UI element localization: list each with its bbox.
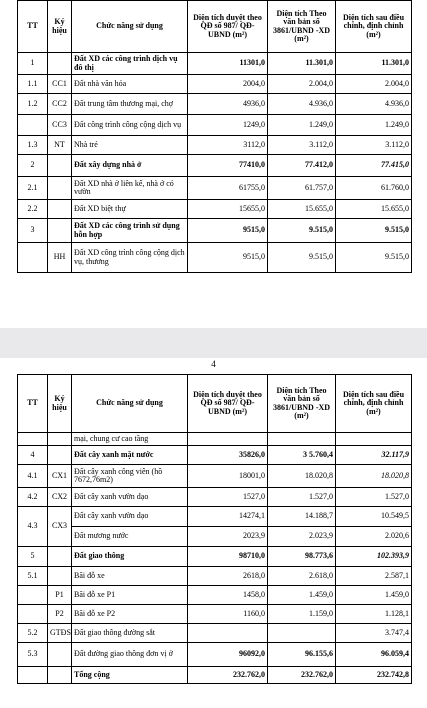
cell-chuc-nang: Bãi đỗ xe P2 xyxy=(72,605,188,624)
cell-dt-sau: 96.059,4 xyxy=(336,643,412,667)
cell-dt-sau: 1.527,0 xyxy=(336,488,412,507)
cell-dt-sau: 4.936,0 xyxy=(336,94,412,115)
table-row xyxy=(18,643,412,667)
cell-chuc-nang: Đất cây xanh mặt nước xyxy=(72,446,188,465)
cell-dt-duyet: 1160,0 xyxy=(188,605,268,624)
cell-dt-sau: 77.415,0 xyxy=(336,155,412,177)
table-row xyxy=(18,667,412,684)
table-row xyxy=(18,200,412,219)
cell-chuc-nang: Đất giao thông xyxy=(72,547,188,567)
cell-ky-hieu: HH xyxy=(48,243,72,273)
cell-ky-hieu xyxy=(48,177,72,200)
cell-tt: 3 xyxy=(18,219,48,243)
cell-tt xyxy=(18,243,48,273)
cell-chuc-nang: Đất XD các công trình sử dụng hỗn hợp xyxy=(72,219,188,243)
cell-dt-sau: 32.117,9 xyxy=(336,446,412,465)
cell-dt-duyet: 35826,0 xyxy=(188,446,268,465)
cell-dt-vanban: 1.527,0 xyxy=(268,488,336,507)
cell-tt xyxy=(18,586,48,605)
table-row xyxy=(18,547,412,567)
table-row xyxy=(18,586,412,605)
cell-dt-duyet: 2004,0 xyxy=(188,75,268,94)
cell-dt-sau: 1.249,0 xyxy=(336,115,412,136)
cell-dt-vanban: 232.762,0 xyxy=(268,667,336,684)
cell-chuc-nang: Đất nhà văn hóa xyxy=(72,75,188,94)
cell-ky-hieu: GTĐS xyxy=(48,624,72,643)
cell-dt-duyet: 3112,0 xyxy=(188,136,268,155)
cell-dt-vanban: 77.412,0 xyxy=(268,155,336,177)
cell-ky-hieu: CX2 xyxy=(48,488,72,507)
cell-chuc-nang: Tổng cộng xyxy=(72,667,188,684)
table-row xyxy=(18,177,412,200)
cell-tt: 1.2 xyxy=(18,94,48,115)
cell-tt: 5.2 xyxy=(18,624,48,643)
header-dt-vanban: Diện tích Theo văn bản số 3861/UBND -XD (m²) xyxy=(268,1,336,53)
cell-dt-sau: 11.301,0 xyxy=(336,53,412,75)
table-row xyxy=(18,115,412,136)
cell-tt xyxy=(18,667,48,684)
cell-dt-duyet: 15655,0 xyxy=(188,200,268,219)
cell-tt: 2 xyxy=(18,155,48,177)
page-separator xyxy=(0,328,427,358)
header-ky-hieu: Ký hiệu xyxy=(48,375,72,433)
cell-dt-sau: 9.515,0 xyxy=(336,243,412,273)
cell-dt-sau: 102.393,9 xyxy=(336,547,412,567)
cell-dt-vanban: 15.655,0 xyxy=(268,200,336,219)
table-header-row xyxy=(18,375,412,433)
table-row xyxy=(18,53,412,75)
cell-dt-sau: 3.747,4 xyxy=(336,624,412,643)
table-row xyxy=(18,624,412,643)
table-row xyxy=(18,527,412,547)
cell-tt: 2.1 xyxy=(18,177,48,200)
cell-tt: 5.1 xyxy=(18,567,48,586)
cell-ky-hieu xyxy=(48,567,72,586)
cell-dt-vanban: 14.188,7 xyxy=(268,507,336,527)
document-page-2 xyxy=(0,358,427,708)
cell-tt: 4.3 xyxy=(18,507,48,547)
cell-dt-vanban: 9.515,0 xyxy=(268,219,336,243)
cell-ky-hieu xyxy=(48,155,72,177)
cell-dt-sau: 3.112,0 xyxy=(336,136,412,155)
cell-tt: 5.3 xyxy=(18,643,48,667)
cell-tt: 4.1 xyxy=(18,465,48,488)
cell-dt-sau: 18.020,8 xyxy=(336,465,412,488)
cell-dt-duyet: 18001,0 xyxy=(188,465,268,488)
cell-dt-duyet: 61755,0 xyxy=(188,177,268,200)
header-ky-hieu: Ký hiệu xyxy=(48,1,72,53)
table-row xyxy=(18,446,412,465)
table-row xyxy=(18,155,412,177)
cell-dt-duyet: 14274,1 xyxy=(188,507,268,527)
cell-dt-duyet: 4936,0 xyxy=(188,94,268,115)
cell-dt-duyet: 2023,9 xyxy=(188,527,268,547)
cell-dt-sau: 2.004,0 xyxy=(336,75,412,94)
cell-ky-hieu: NT xyxy=(48,136,72,155)
cell-dt-duyet: 77410,0 xyxy=(188,155,268,177)
cell-chuc-nang: Nhà trẻ xyxy=(72,136,188,155)
cell-ky-hieu: CC1 xyxy=(48,75,72,94)
cell-ky-hieu xyxy=(48,643,72,667)
cell-chuc-nang: Đất XD biệt thự xyxy=(72,200,188,219)
cell-dt-sau: 10.549,5 xyxy=(336,507,412,527)
cell-dt-vanban: 98.773,6 xyxy=(268,547,336,567)
cell-dt-duyet: 9515,0 xyxy=(188,243,268,273)
cell-dt-vanban: 61.757,0 xyxy=(268,177,336,200)
cell-dt-vanban: 1.459,0 xyxy=(268,586,336,605)
cell-chuc-nang: Đất cây xanh công viên (hồ 7672,76m2) xyxy=(72,465,188,488)
header-dt-duyet: Diện tích duyệt theo QĐ số 987/ QĐ-UBND (m²) xyxy=(188,375,268,433)
cell-dt-duyet xyxy=(188,433,268,446)
cell-tt: 4 xyxy=(18,446,48,465)
table-header-row xyxy=(18,1,412,53)
cell-tt: 1.3 xyxy=(18,136,48,155)
cell-dt-duyet: 96092,0 xyxy=(188,643,268,667)
table-row xyxy=(18,507,412,527)
cell-dt-duyet: 232.762,0 xyxy=(188,667,268,684)
cell-dt-sau xyxy=(336,433,412,446)
cell-dt-vanban: 9.515,0 xyxy=(268,243,336,273)
cell-chuc-nang: Đất xây dựng nhà ở xyxy=(72,155,188,177)
header-dt-duyet: Diện tích duyệt theo QĐ số 987/ QĐ-UBND (m²) xyxy=(188,1,268,53)
cell-chuc-nang: Đất giao thông đường sắt xyxy=(72,624,188,643)
cell-dt-vanban: 2.023,9 xyxy=(268,527,336,547)
table-row xyxy=(18,488,412,507)
header-tt: TT xyxy=(18,1,48,53)
table-row xyxy=(18,75,412,94)
cell-tt: 2.2 xyxy=(18,200,48,219)
table-row xyxy=(18,433,412,446)
cell-chuc-nang: Đất cây xanh vườn dạo xyxy=(72,488,188,507)
cell-ky-hieu: CX1 xyxy=(48,465,72,488)
land-use-table-page-2 xyxy=(17,374,412,684)
table-row xyxy=(18,219,412,243)
cell-dt-sau: 232.742,8 xyxy=(336,667,412,684)
cell-dt-sau: 1.459,0 xyxy=(336,586,412,605)
cell-dt-vanban xyxy=(268,624,336,643)
cell-dt-vanban: 2.004,0 xyxy=(268,75,336,94)
document-page-1 xyxy=(0,0,427,328)
table-row xyxy=(18,243,412,273)
cell-tt xyxy=(18,605,48,624)
cell-ky-hieu xyxy=(48,53,72,75)
cell-dt-vanban: 3 5.760,4 xyxy=(268,446,336,465)
cell-ky-hieu: CX3 xyxy=(48,507,72,547)
cell-dt-duyet: 1458,0 xyxy=(188,586,268,605)
cell-dt-vanban: 1.249,0 xyxy=(268,115,336,136)
cell-dt-sau: 9.515,0 xyxy=(336,219,412,243)
table-row xyxy=(18,567,412,586)
cell-ky-hieu xyxy=(48,446,72,465)
cell-dt-duyet: 98710,0 xyxy=(188,547,268,567)
cell-dt-duyet: 9515,0 xyxy=(188,219,268,243)
cell-ky-hieu xyxy=(48,433,72,446)
cell-ky-hieu xyxy=(48,219,72,243)
cell-chuc-nang: Đất trung tâm thương mại, chợ xyxy=(72,94,188,115)
cell-tt xyxy=(18,433,48,446)
cell-tt: 5 xyxy=(18,547,48,567)
cell-dt-vanban: 11.301,0 xyxy=(268,53,336,75)
cell-dt-duyet: 1249,0 xyxy=(188,115,268,136)
cell-dt-sau: 1.128,1 xyxy=(336,605,412,624)
cell-dt-sau: 15.655,0 xyxy=(336,200,412,219)
cell-ky-hieu: CC3 xyxy=(48,115,72,136)
cell-dt-vanban xyxy=(268,433,336,446)
cell-dt-sau: 61.760,0 xyxy=(336,177,412,200)
cell-dt-duyet: 11301,0 xyxy=(188,53,268,75)
cell-chuc-nang: Đất XD các công trình dịch vụ đô thị xyxy=(72,53,188,75)
cell-chuc-nang: Đất XD nhà ở liên kế, nhà ở có vườn xyxy=(72,177,188,200)
cell-chuc-nang: Đất mương nước xyxy=(72,527,188,547)
header-chuc-nang: Chức năng sử dụng xyxy=(72,375,188,433)
header-dt-sau: Diện tích sau điều chỉnh, định chỉnh (m²) xyxy=(336,375,412,433)
header-dt-vanban: Diện tích Theo văn bản số 3861/UBND -XD (m²) xyxy=(268,375,336,433)
cell-ky-hieu: P2 xyxy=(48,605,72,624)
cell-dt-duyet xyxy=(188,624,268,643)
table-row xyxy=(18,136,412,155)
cell-chuc-nang: Đất đường giao thông đơn vị ở xyxy=(72,643,188,667)
header-dt-sau: Diện tích sau điều chỉnh, định chỉnh (m²) xyxy=(336,1,412,53)
cell-chuc-nang: Đất công trình công cộng dịch vụ xyxy=(72,115,188,136)
cell-dt-duyet: 2618,0 xyxy=(188,567,268,586)
cell-ky-hieu xyxy=(48,667,72,684)
header-chuc-nang: Chức năng sử dụng xyxy=(72,1,188,53)
cell-ky-hieu xyxy=(48,200,72,219)
header-tt: TT xyxy=(18,375,48,433)
cell-chuc-nang: Đất cây xanh vườn dạo xyxy=(72,507,188,527)
cell-dt-vanban: 3.112,0 xyxy=(268,136,336,155)
cell-dt-vanban: 4.936,0 xyxy=(268,94,336,115)
cell-tt xyxy=(18,115,48,136)
cell-ky-hieu: P1 xyxy=(48,586,72,605)
cell-dt-vanban: 2.618,0 xyxy=(268,567,336,586)
cell-dt-duyet: 1527,0 xyxy=(188,488,268,507)
cell-chuc-nang: mại, chung cư cao tầng xyxy=(72,433,188,446)
cell-chuc-nang: Bãi đỗ xe xyxy=(72,567,188,586)
cell-ky-hieu xyxy=(48,547,72,567)
cell-ky-hieu: CC2 xyxy=(48,94,72,115)
cell-chuc-nang: Bãi đỗ xe P1 xyxy=(72,586,188,605)
cell-tt: 4.2 xyxy=(18,488,48,507)
cell-dt-sau: 2.587,1 xyxy=(336,567,412,586)
cell-chuc-nang: Đất XD công trình công cộng dịch vụ, thương xyxy=(72,243,188,273)
cell-tt: 1 xyxy=(18,53,48,75)
cell-dt-sau: 2.020,6 xyxy=(336,527,412,547)
land-use-table-page-1 xyxy=(17,0,412,273)
table-row xyxy=(18,94,412,115)
cell-dt-vanban: 96.155,6 xyxy=(268,643,336,667)
cell-tt: 1.1 xyxy=(18,75,48,94)
cell-dt-vanban: 18.020,8 xyxy=(268,465,336,488)
table-row xyxy=(18,465,412,488)
page-number: 4 xyxy=(211,359,216,369)
cell-dt-vanban: 1.159,0 xyxy=(268,605,336,624)
table-row xyxy=(18,605,412,624)
